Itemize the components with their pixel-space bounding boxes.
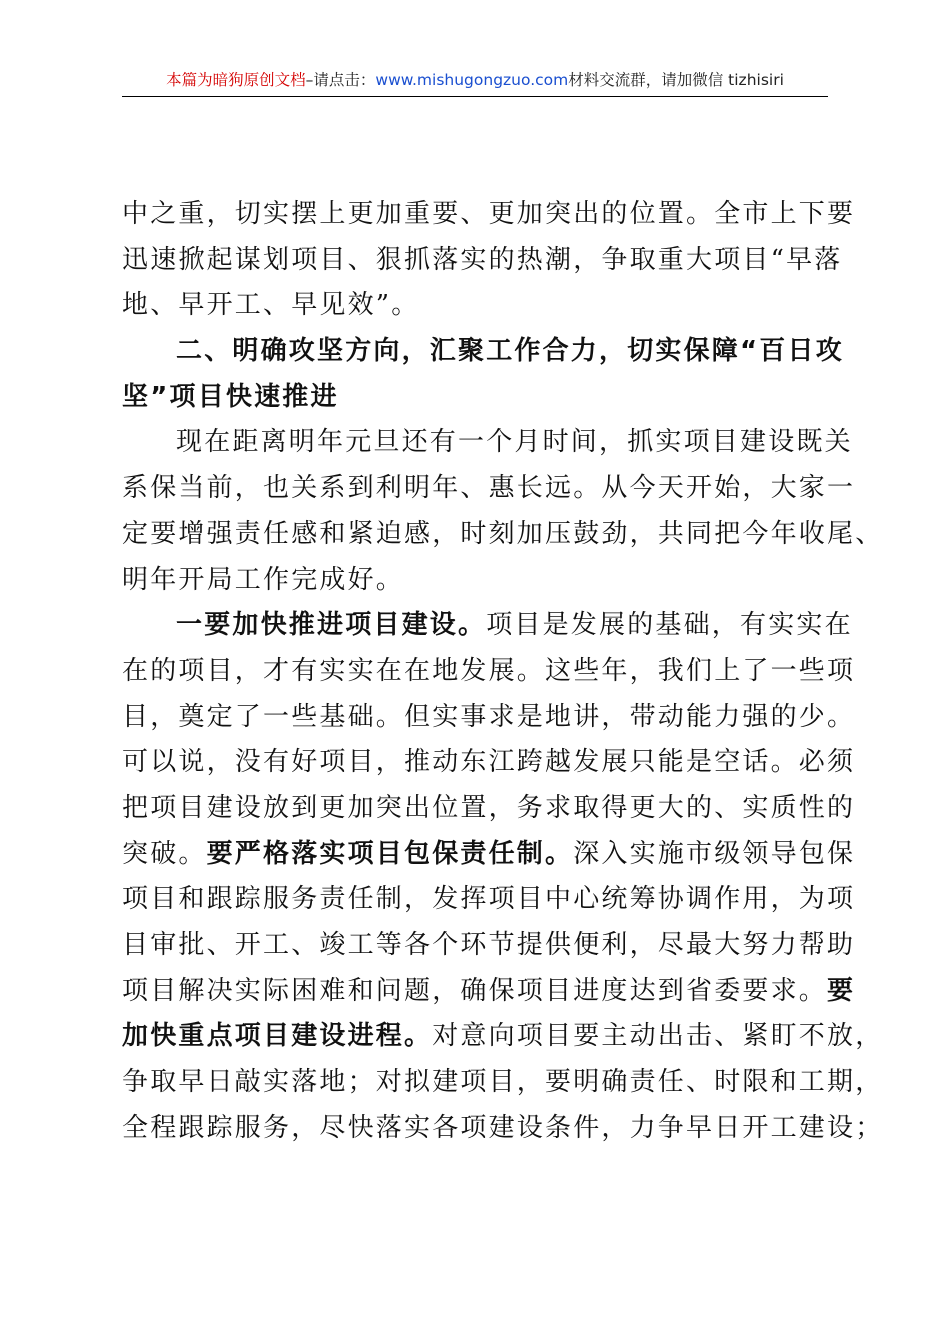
paragraph-line: 明年开局工作完成好。: [122, 564, 405, 595]
paragraph-line: 目，奠定了一些基础。但实事求是地讲，带动能力强的少。: [122, 701, 856, 732]
bold-point: 要: [827, 975, 856, 1006]
paragraph-line: [122, 969, 856, 1015]
paragraph-line: 现在距离明年元旦还有一个月时间，抓实项目建设既关: [176, 427, 853, 458]
header-source-text: 本篇为暗狗原创文档: [166, 71, 306, 89]
paragraph-line: 项目和跟踪服务责任制，发挥项目中心统筹协调作用，为项: [122, 884, 856, 915]
header-website-link[interactable]: www.mishugongzuo.com: [375, 71, 569, 89]
bold-point: 要严格落实项目包保责任制。: [206, 838, 574, 869]
paragraph-line: 地、早开工、早见效”。: [122, 290, 420, 321]
paragraph-line: [122, 1014, 884, 1060]
text-span: 项目解决实际困难和问题，确保项目进度达到省委要求。: [122, 975, 828, 1006]
page-header: [122, 66, 828, 97]
paragraph-line: 系保当前，也关系到利明年、惠长远。从今天开始，大家一: [122, 473, 856, 504]
header-prompt-text: –请点击：: [305, 71, 376, 89]
paragraph-line: 在的项目，才有实实在在地发展。这些年，我们上了一些项: [122, 655, 856, 686]
section-heading-continued: 坚”项目快速推进: [122, 381, 339, 412]
header-group-note: 材料交流群，请加微信 tizhisiri: [568, 71, 784, 89]
bold-point: 加快重点项目建设进程。: [122, 1021, 433, 1052]
paragraph-line: 迅速掀起谋划项目、狠抓落实的热潮，争取重大项目“早落: [122, 244, 843, 275]
paragraph-line: 全程跟踪服务，尽快落实各项建设条件，力争早日开工建设；: [122, 1112, 884, 1143]
text-span: 对意向项目要主动出击、紧盯不放，: [432, 1021, 884, 1052]
paragraph-line: 目审批、开工、竣工等各个环节提供便利，尽最大努力帮助: [122, 930, 856, 960]
paragraph-line: [122, 832, 856, 878]
bold-lead-point: 一要加快推进项目建设。: [176, 610, 487, 641]
document-body: [122, 192, 884, 1151]
paragraph-line: 把项目建设放到更加突出位置，务求取得更大的、实质性的: [122, 792, 856, 823]
text-span: 项目是发展的基础，有实实在: [486, 610, 853, 641]
paragraph-line: [122, 603, 853, 649]
paragraph-line: 可以说，没有好项目，推动东江跨越发展只能是空话。必须: [122, 747, 856, 778]
text-span: 突破。: [122, 838, 207, 869]
text-span: 深入实施市级领导包保: [573, 838, 856, 869]
paragraph-line: 争取早日敲实落地；对拟建项目，要明确责任、时限和工期，: [122, 1067, 884, 1098]
paragraph-line: 中之重，切实摆上更加重要、更加突出的位置。全市上下要: [122, 199, 856, 229]
paragraph-line: 定要增强责任感和紧迫感，时刻加压鼓劲，共同把今年收尾、: [122, 518, 884, 549]
section-heading: 二、明确攻坚方向，汇聚工作合力，切实保障“百日攻: [176, 336, 844, 367]
